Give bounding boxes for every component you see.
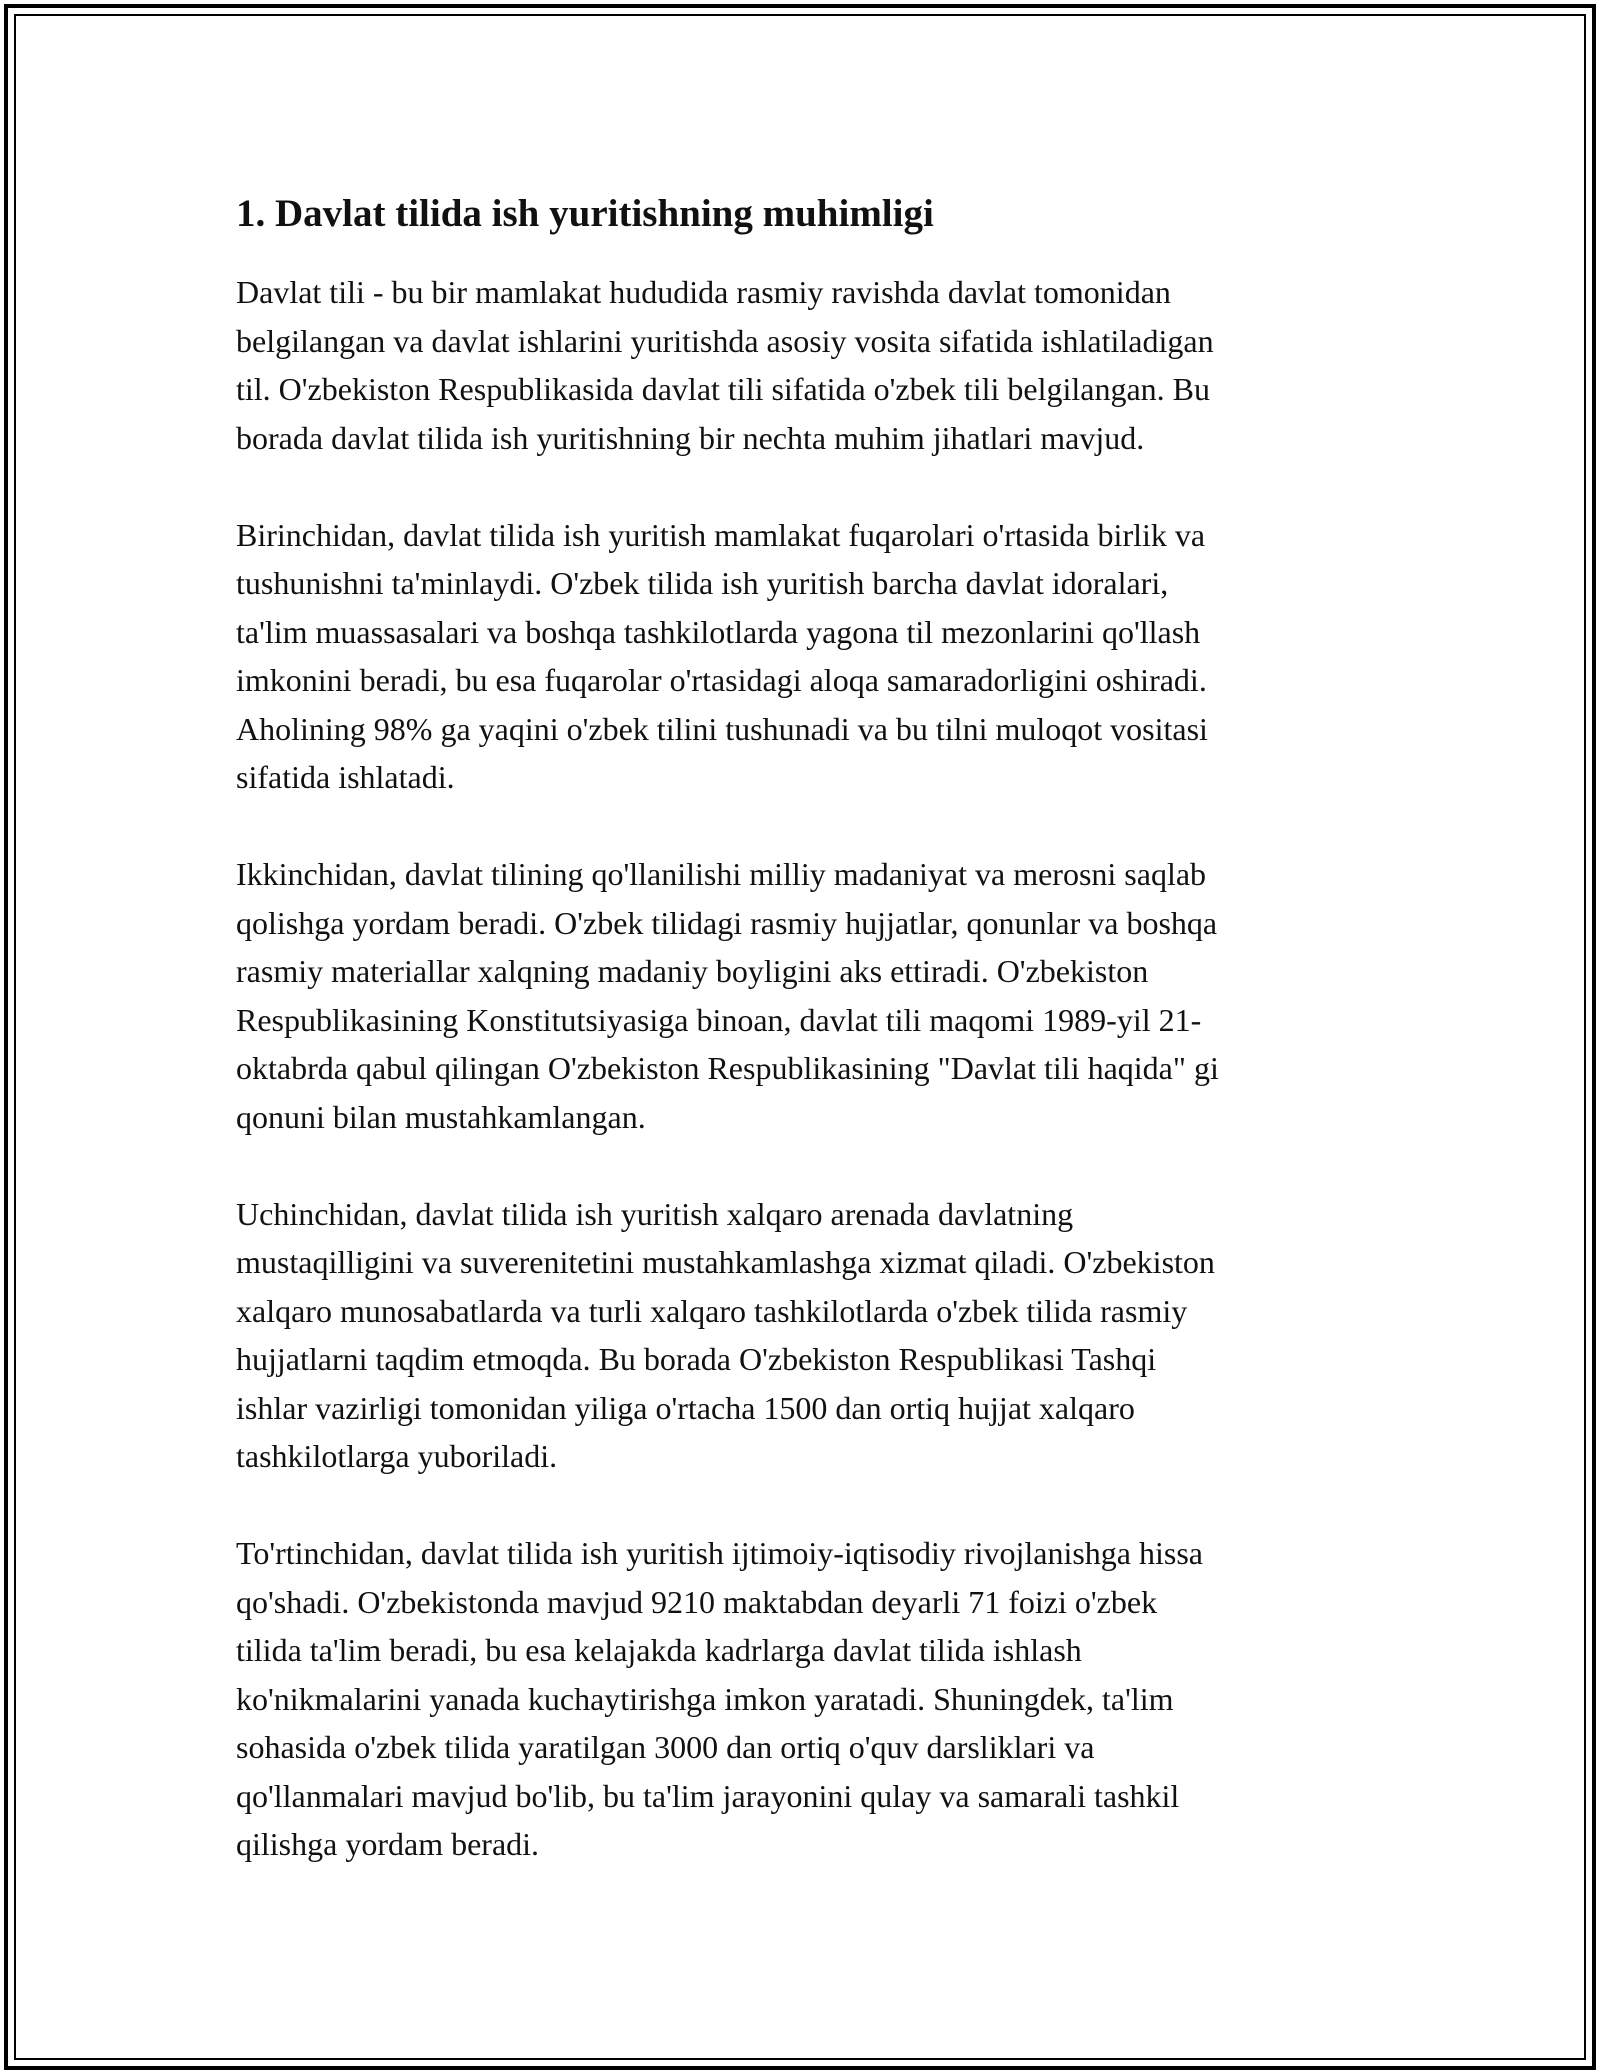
paragraph-line: Davlat tili - bu bir mamlakat hududida rasmiy ravishda davlat tomonidan bbox=[236, 274, 1171, 310]
paragraph-line: sifatida ishlatadi. bbox=[236, 759, 455, 795]
paragraph-fourth bbox=[236, 1529, 1376, 1869]
paragraph-line: ko'nikmalarini yanada kuchaytirishga imkon yaratadi. Shuningdek, ta'lim bbox=[236, 1680, 1174, 1717]
paragraph-line: Birinchidan, davlat tilida ish yuritish mamlakat fuqarolari o'rtasida birlik va bbox=[236, 516, 1206, 553]
paragraph-line: qo'llanmalari mavjud bo'lib, bu ta'lim jarayonini qulay va samarali tashkil bbox=[236, 1777, 1180, 1814]
paragraph-third bbox=[236, 1190, 1376, 1481]
paragraph-line: imkonini beradi, bu esa fuqarolar o'rtasidagi aloqa samaradorligini oshiradi. bbox=[236, 662, 1207, 698]
paragraph-line: sohasida o'zbek tilida yaratilgan 3000 dan ortiq o'quv darsliklari va bbox=[236, 1729, 1095, 1765]
paragraph-first bbox=[236, 511, 1376, 802]
paragraph-line: xalqaro munosabatlarda va turli xalqaro tashkilotlarda o'zbek tilida rasmiy bbox=[236, 1292, 1188, 1329]
paragraph-line: qolishga yordam beradi. O'zbek tilidagi rasmiy hujjatlar, qonunlar va boshqa bbox=[236, 904, 1218, 941]
paragraph-line: Respublikasining Konstitutsiyasiga binoan, davlat tili maqomi 1989-yil 21- bbox=[236, 1001, 1202, 1038]
paragraph-line: qilishga yordam beradi. bbox=[236, 1826, 540, 1862]
paragraph-line: ishlar vazirligi tomonidan yiliga o'rtacha 1500 dan ortiq hujjat xalqaro bbox=[236, 1389, 1135, 1426]
paragraph-line: rasmiy materiallar xalqning madaniy boyligini aks ettiradi. O'zbekiston bbox=[236, 953, 1149, 989]
paragraph-line: til. O'zbekiston Respublikasida davlat tili sifatida o'zbek tili belgilangan. Bu bbox=[236, 371, 1211, 407]
paragraph-line: tilida ta'lim beradi, bu esa kelajakda kadrlarga davlat tilida ishlash bbox=[236, 1632, 1082, 1668]
paragraph-line: Uchinchidan, davlat tilida ish yuritish xalqaro arenada davlatning bbox=[236, 1195, 1074, 1232]
paragraph-line: tushunishni ta'minlaydi. O'zbek tilida ish yuritish barcha davlat idoralari, bbox=[236, 565, 1169, 601]
paragraph-line: belgilangan va davlat ishlarini yuritishda asosiy vosita sifatida ishlatiladigan bbox=[236, 322, 1214, 359]
paragraph-line: borada davlat tilida ish yuritishning bir nechta muhim jihatlari mavjud. bbox=[236, 419, 1145, 456]
paragraph-line: oktabrda qabul qilingan O'zbekiston Respublikasining "Davlat tili haqida" gi bbox=[236, 1050, 1219, 1086]
paragraph-line: mustaqilligini va suverenitetini mustahkamlashga xizmat qiladi. O'zbekiston bbox=[236, 1244, 1215, 1280]
paragraph-line: ta'lim muassasalari va boshqa tashkilotlarda yagona til mezonlarini qo'llash bbox=[236, 613, 1201, 650]
paragraph-intro bbox=[236, 268, 1376, 462]
document-body bbox=[236, 186, 1376, 1917]
paragraph-line: Ikkinchidan, davlat tilining qo'llanilishi milliy madaniyat va merosni saqlab bbox=[236, 856, 1207, 892]
paragraph-line: Aholining 98% ga yaqini o'zbek tilini tushunadi va bu tilni muloqot vositasi bbox=[236, 710, 1208, 747]
paragraph-line: hujjatlarni taqdim etmoqda. Bu borada O'zbekiston Respublikasi Tashqi bbox=[236, 1341, 1157, 1377]
paragraph-line: qonuni bilan mustahkamlangan. bbox=[236, 1098, 646, 1135]
paragraph-line: qo'shadi. O'zbekistonda mavjud 9210 maktabdan deyarli 71 foizi o'zbek bbox=[236, 1583, 1158, 1620]
section-heading: 1. Davlat tilida ish yuritishning muhimligi bbox=[236, 192, 934, 235]
paragraph-line: To'rtinchidan, davlat tilida ish yuritish ijtimoiy-iqtisodiy rivojlanishga hissa bbox=[236, 1535, 1203, 1571]
paragraph-second bbox=[236, 850, 1376, 1141]
paragraph-line: tashkilotlarga yuboriladi. bbox=[236, 1438, 558, 1474]
